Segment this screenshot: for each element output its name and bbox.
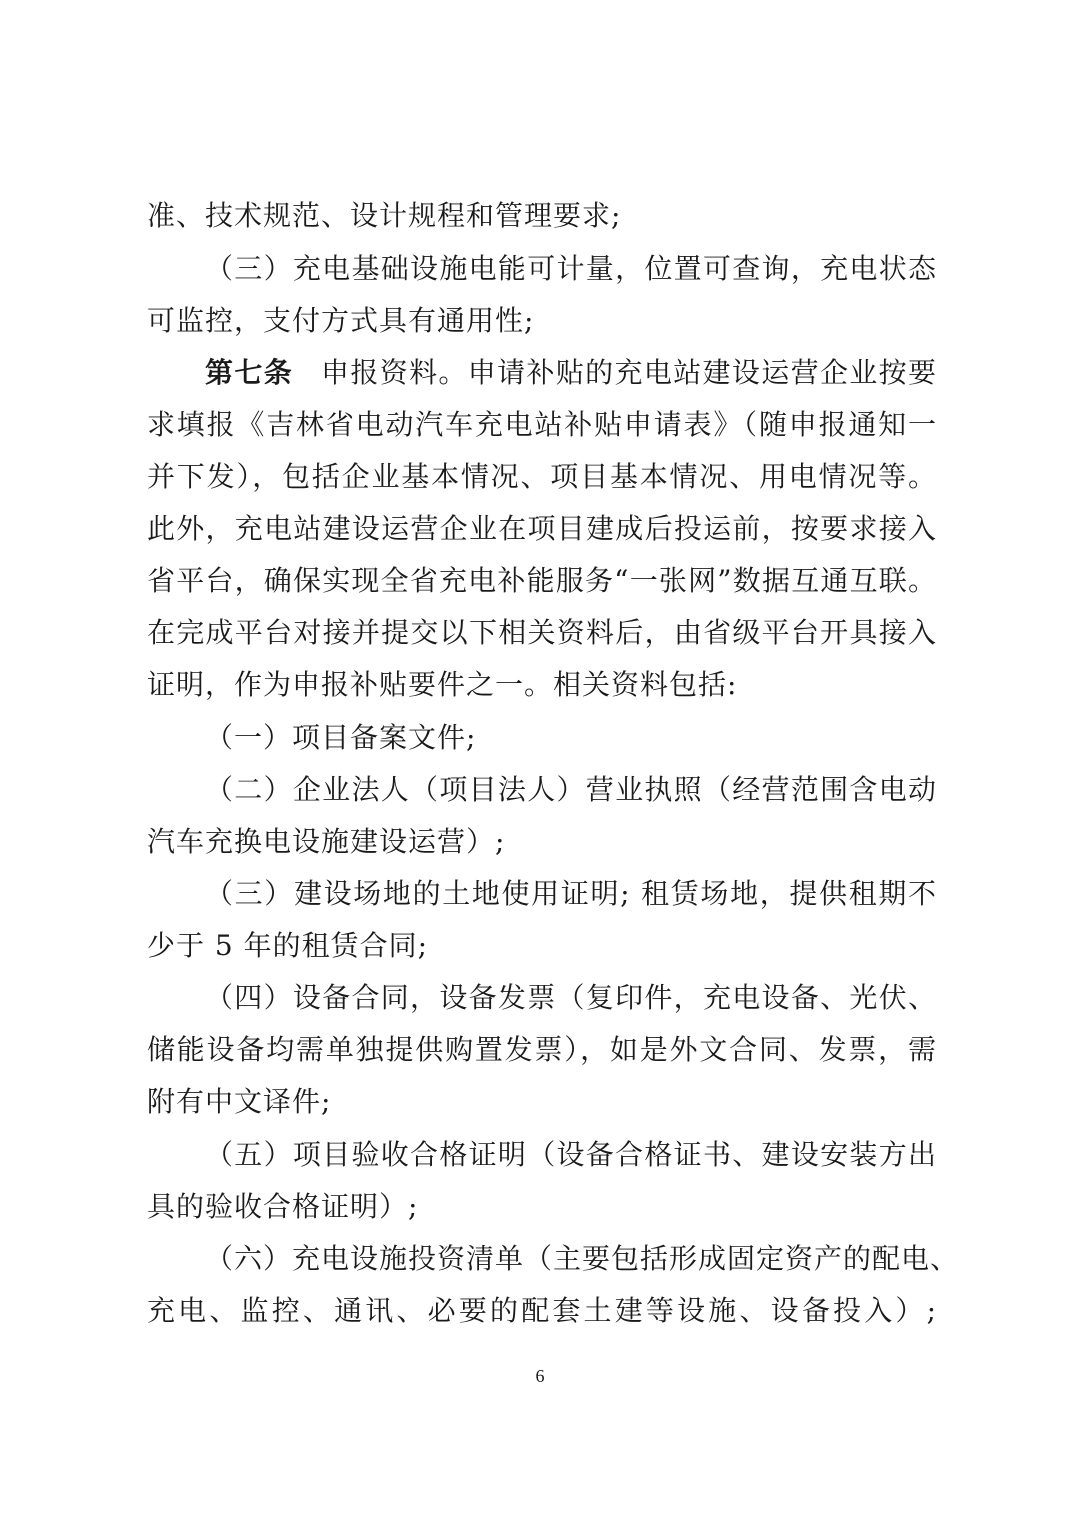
list-item-6: （六）充电设施投资清单（主要包括形成固定资产的配电、 [205, 1242, 960, 1275]
list-item-2: （二）企业法人（项目法人）营业执照（经营范围含电动 [205, 773, 937, 806]
body-line: 在完成平台对接并提交以下相关资料后，由省级平台开具接入 [147, 616, 937, 649]
article-text: 申报资料。申请补贴的充电站建设运营企业按要 [321, 356, 937, 389]
body-line: 准、技术规范、设计规程和管理要求; [147, 199, 622, 232]
body-line: 储能设备均需单独提供购置发票），如是外文合同、发票，需 [147, 1033, 937, 1066]
body-line: 证明，作为申报补贴要件之一。相关资料包括: [147, 668, 738, 701]
body-line: 可监控，支付方式具有通用性; [147, 304, 535, 337]
page-number: 6 [535, 1366, 545, 1386]
body-line: 并下发），包括企业基本情况、项目基本情况、用电情况等。 [147, 460, 937, 493]
article-heading: 第七条 [205, 356, 294, 389]
body-line: 具的验收合格证明）; [147, 1190, 419, 1223]
body-line: 求填报《吉林省电动汽车充电站补贴申请表》（随申报通知一 [147, 408, 937, 441]
body-line: 此外，充电站建设运营企业在项目建成后投运前，按要求接入 [147, 512, 937, 545]
body-line: 附有中文译件; [147, 1085, 332, 1118]
body-line: 省平台，确保实现全省充电补能服务“一张网”数据互通互联。 [147, 564, 937, 597]
article-seven-line [205, 353, 937, 393]
body-line: 充电、监控、通讯、必要的配套土建等设施、设备投入）; [147, 1294, 937, 1327]
list-item-1: （一）项目备案文件; [205, 721, 477, 754]
list-item-5: （五）项目验收合格证明（设备合格证书、建设安装方出 [205, 1138, 937, 1171]
body-line: （三）充电基础设施电能可计量，位置可查询，充电状态 [205, 252, 937, 285]
list-item-3: （三）建设场地的土地使用证明; 租赁场地，提供租期不 [205, 877, 937, 910]
list-item-4: （四）设备合同，设备发票（复印件，充电设备、光伏、 [205, 981, 937, 1014]
body-line: 汽车充换电设施建设运营）; [147, 825, 506, 858]
body-line: 少于 5 年的租赁合同; [147, 929, 429, 962]
